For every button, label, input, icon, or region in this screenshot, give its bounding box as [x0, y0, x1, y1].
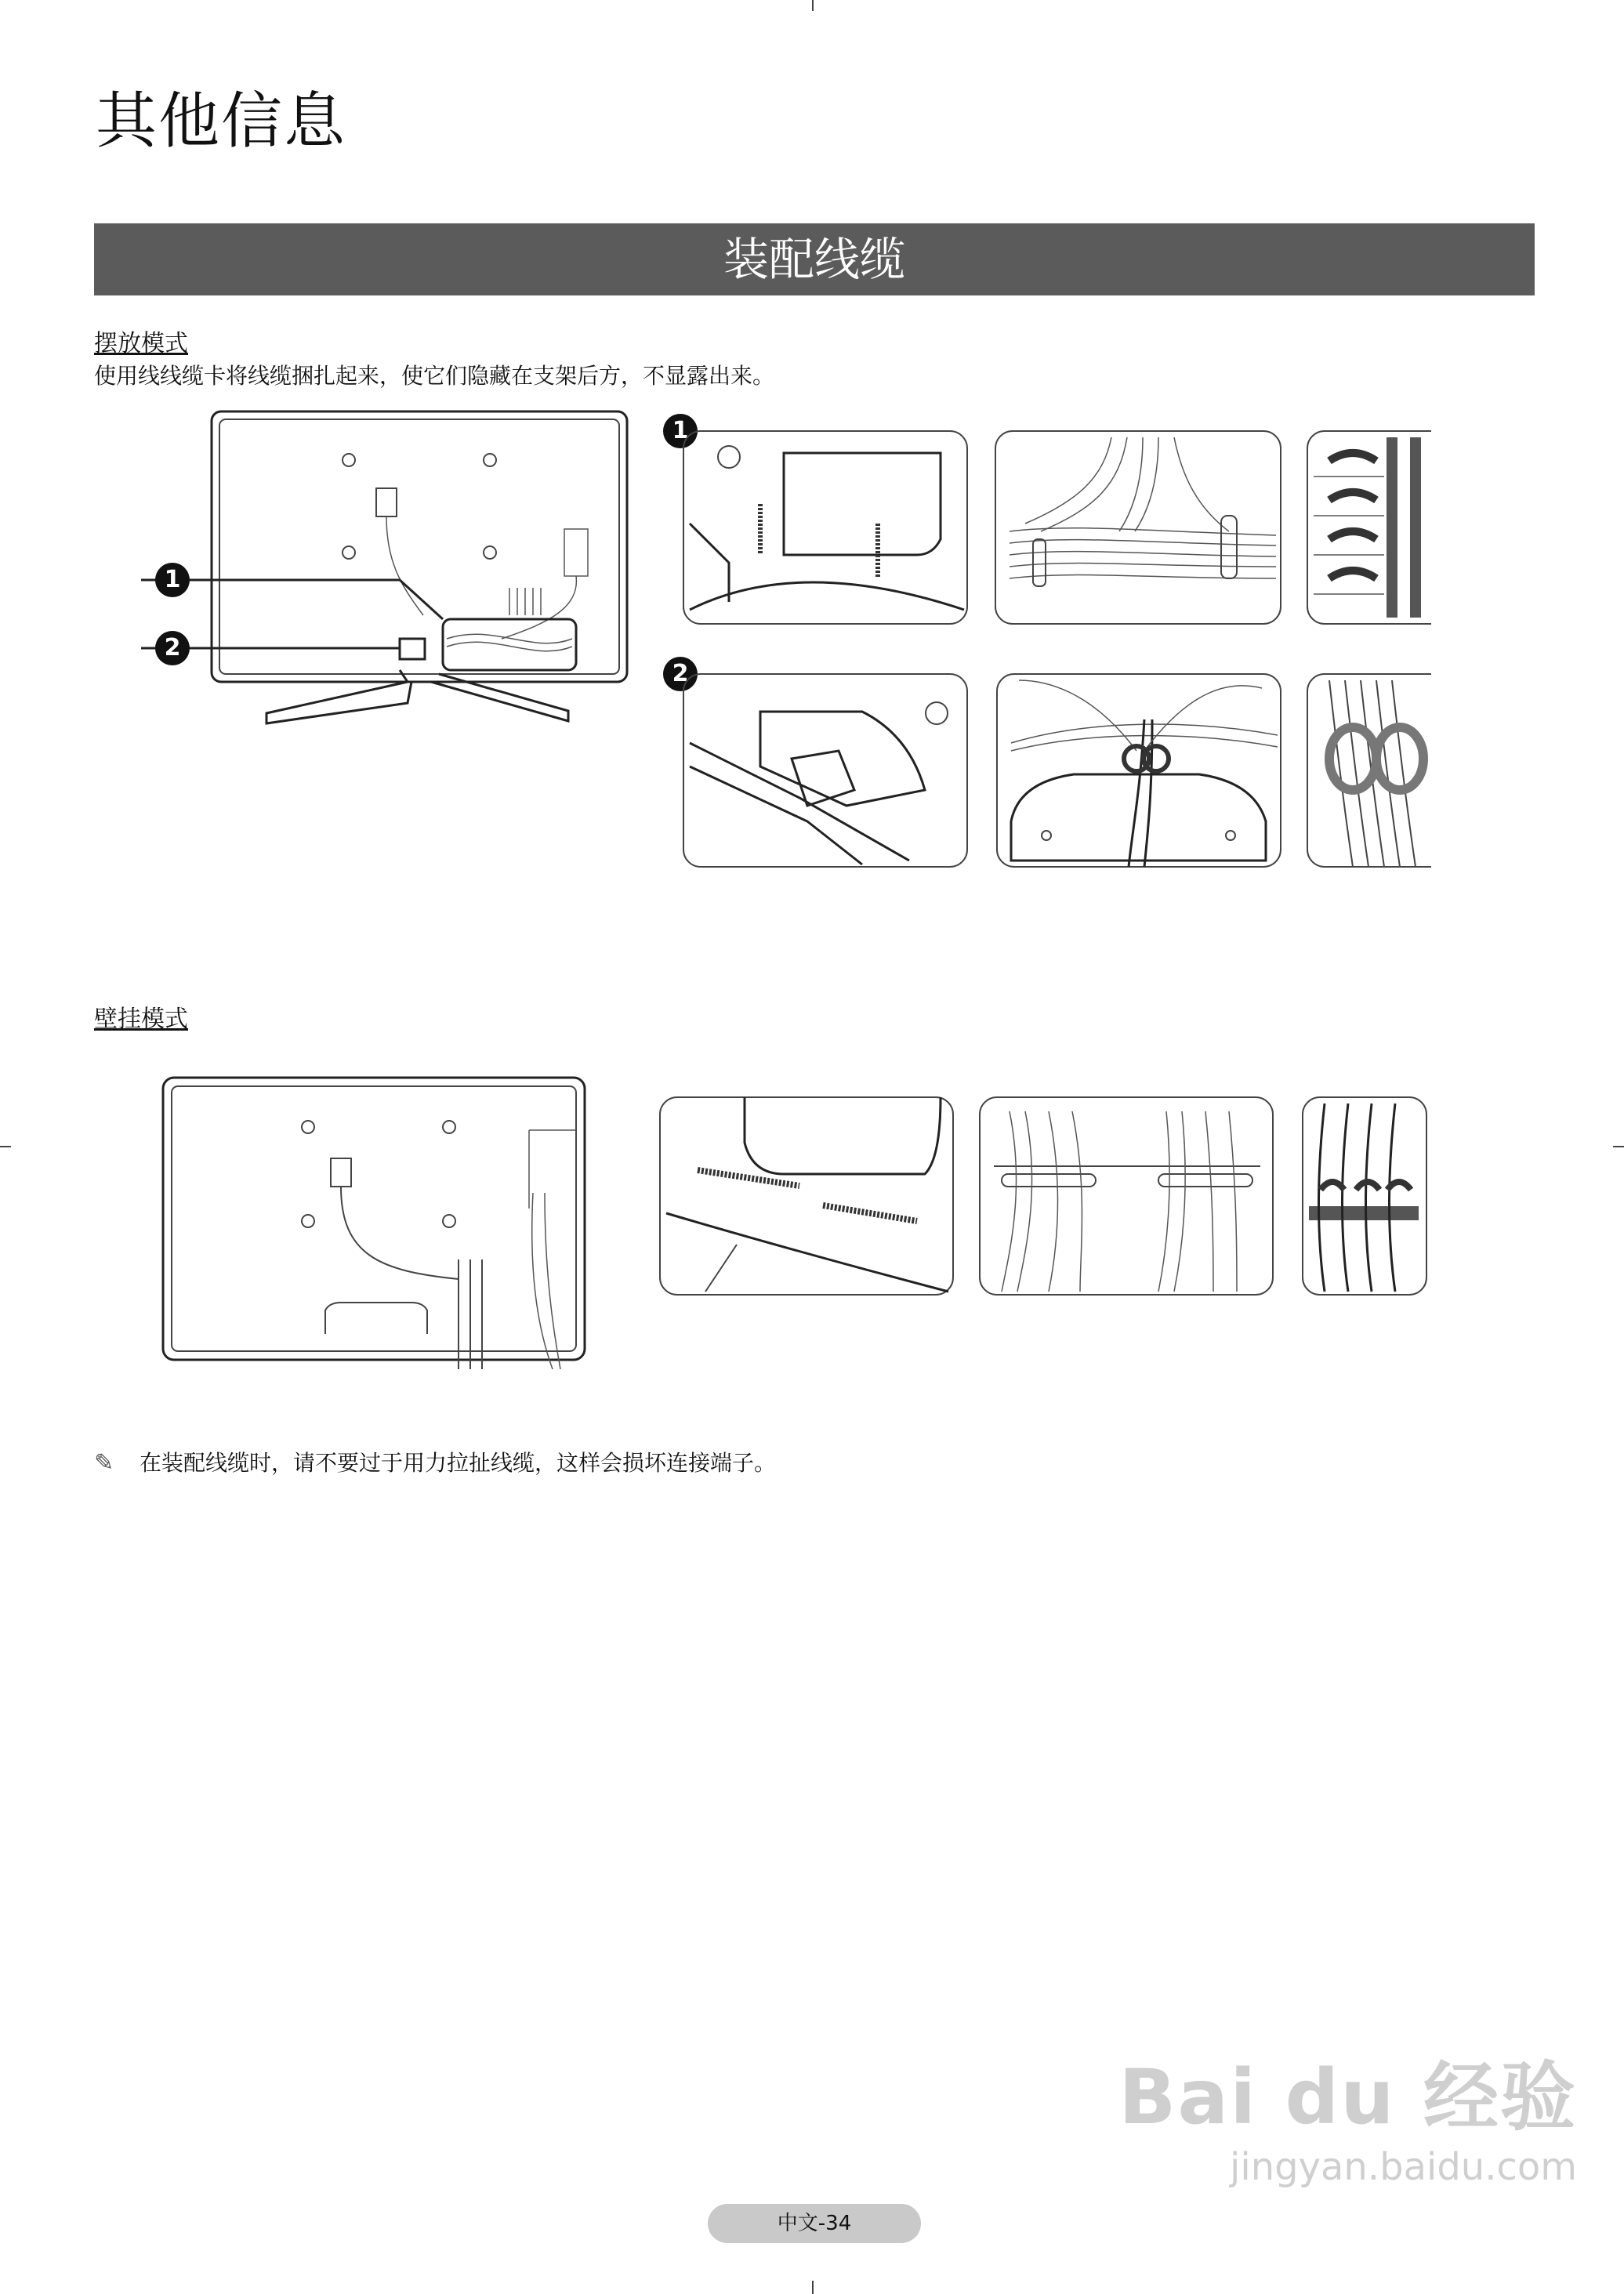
watermark-url: jingyan.baidu.com: [1230, 2145, 1577, 2189]
pencil-note-icon: ✎: [94, 1449, 114, 1477]
section-title-bar: 装配线缆: [94, 223, 1535, 295]
wall-detail-panel-c: [1301, 1096, 1428, 1296]
crop-mark-bottom: [812, 2281, 814, 2294]
page-number: 中文-34: [708, 2204, 921, 2243]
detail-1-panel-a: [682, 429, 969, 625]
detail-2-panel-c: [1306, 672, 1431, 868]
callout-1-badge: 1: [155, 563, 190, 597]
crop-mark-left: [0, 1146, 11, 1147]
tv-rear-stand-illustration: [141, 404, 643, 733]
watermark-brand: Bai du 经验: [1118, 2053, 1577, 2141]
wall-detail-panel-b: [978, 1096, 1274, 1296]
wall-detail-panel-a: [658, 1096, 955, 1296]
crop-mark-top: [812, 0, 814, 11]
detail-2-panel-a: [682, 672, 969, 868]
chapter-title: 其他信息: [96, 86, 347, 157]
note-text: 在装配线缆时，请不要过于用力拉扯线缆，这样会损坏连接端子。: [140, 1450, 777, 1476]
detail-2-badge: 2: [663, 657, 698, 691]
baidu-watermark: [1118, 2038, 1577, 2189]
tv-rear-wall-illustration: [161, 1075, 588, 1373]
note-row: [94, 1446, 776, 1477]
crop-mark-right: [1613, 1146, 1624, 1147]
callout-2-badge: 2: [155, 631, 190, 665]
detail-2-panel-b: [995, 672, 1282, 868]
wall-mode-heading: 壁挂模式: [94, 1006, 188, 1033]
stand-mode-description: 使用线线缆卡将线缆捆扎起来，使它们隐藏在支架后方，不显露出来。: [94, 363, 775, 389]
stand-mode-heading: 摆放模式: [94, 330, 188, 357]
detail-1-badge: 1: [663, 414, 698, 448]
detail-1-panel-c: [1306, 429, 1431, 625]
detail-1-panel-b: [994, 429, 1282, 625]
